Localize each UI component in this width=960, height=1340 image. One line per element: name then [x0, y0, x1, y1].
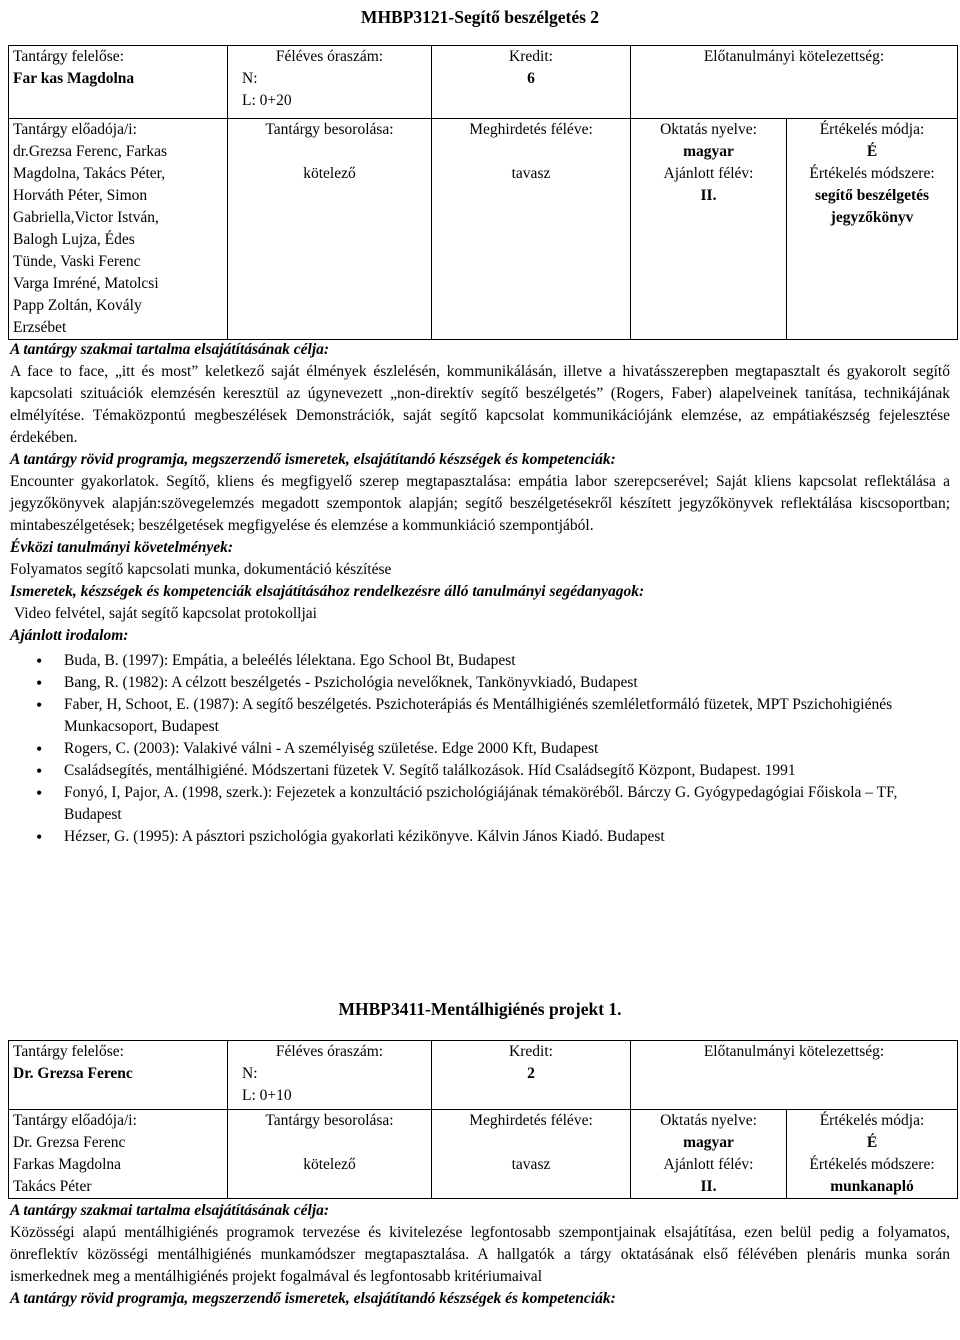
- course2-aim-heading: A tantárgy szakmai tartalma elsajátításának célja:: [10, 1202, 330, 1219]
- course1-lecturer-label: Tantárgy előadója/i:: [13, 121, 137, 138]
- course2-language-label: Oktatás nyelve:: [660, 1112, 757, 1129]
- course1-lecturer-cell: [9, 119, 228, 340]
- course1-lecturer-line: Balogh Lujza, Édes: [13, 231, 135, 248]
- course1-assess-method-label: Értékelés módszere:: [809, 165, 935, 182]
- course2-hours-l: L: 0+10: [242, 1087, 292, 1104]
- course1-aim-heading: A tantárgy szakmai tartalma elsajátításának célja:: [10, 341, 330, 358]
- course1-requirements-heading: Évközi tanulmányi követelmények:: [10, 539, 234, 556]
- course2-credit-value: 2: [527, 1065, 535, 1082]
- course1-assess-mode-value: É: [866, 143, 878, 160]
- course1-credit-value: 6: [527, 70, 535, 87]
- course1-hours-l: L: 0+20: [242, 92, 292, 109]
- course2-language-cell: [631, 1110, 787, 1199]
- course1-materials-text: Video felvétel, saját segítő kapcsolat protokolljai: [14, 605, 317, 622]
- course1-lecturer-line: Tünde, Vaski Ferenc: [13, 253, 141, 270]
- course1-responsible-cell: [9, 46, 228, 119]
- course1-materials-heading: Ismeretek, készségek és kompetenciák elsajátításához rendelkezésre álló tanulmányi segédanyagok:: [10, 583, 645, 600]
- course2-assessment-cell: [787, 1110, 958, 1199]
- course1-semester-value: tavasz: [511, 165, 551, 182]
- course1-responsible-label: Tantárgy felelőse:: [13, 48, 124, 65]
- course1-title: MHBP3121-Segítő beszélgetés 2: [360, 7, 600, 27]
- course1-lecturer-line: Horváth Péter, Simon: [13, 187, 148, 204]
- course2-prereq-cell: [631, 1041, 958, 1110]
- course2-assess-mode-value: É: [866, 1134, 878, 1151]
- course1-lecturer-line: Varga Imréné, Matolcsi: [13, 275, 159, 292]
- course2-credit-cell: [432, 1041, 631, 1110]
- course1-language-value: magyar: [683, 143, 734, 160]
- course1-credit-cell: [432, 46, 631, 119]
- course2-semester-label: Meghirdetés féléve:: [469, 1112, 593, 1129]
- course1-assessment-cell: [787, 119, 958, 340]
- course2-aim-text: Közösségi alapú mentálhigiénés programok tervezése és kivitelezése legfontosabb szempontjainak elsajátítása, ezen belül pedig a folyamatos, önreflektív közösségi mentálhigiénés munkamódszer megtapasztalása. A hallgatók a tárgy oktatásának első félévében plenáris munka során ismerkednek meg a mentálhigiénés projekt fogalmával és legfontosabb kritériumaival: [10, 1224, 950, 1285]
- course1-lecturer-line: Magdolna, Takács Péter,: [13, 165, 166, 182]
- course1-requirements-text: Folyamatos segítő kapcsolati munka, dokumentáció készítése: [10, 561, 392, 578]
- course2-recommended-value: II.: [700, 1178, 717, 1195]
- course2-classification-cell: [228, 1110, 432, 1199]
- course2-hours-label: Féléves óraszám:: [275, 1043, 384, 1060]
- course2-prereq-label: Előtanulmányi kötelezettség:: [703, 1043, 885, 1060]
- course1-classification-label: Tantárgy besorolása:: [265, 121, 394, 138]
- course2-responsible-label: Tantárgy felelőse:: [13, 1043, 124, 1060]
- course1-classification-value: kötelező: [303, 165, 356, 182]
- course2-info-table: [8, 1040, 958, 1199]
- course1-lecturer-line: Erzsébet: [13, 319, 67, 336]
- course1-responsible-name: Far kas Magdolna: [13, 70, 135, 87]
- course2-classification-value: kötelező: [303, 1156, 356, 1173]
- reference-item: • Buda, B. (1997): Empátia, a beleélés lélektana. Ego School Bt, Budapest: [64, 650, 950, 672]
- course2-lecturer-line: Takács Péter: [13, 1178, 92, 1195]
- course2-hours-n: N:: [242, 1065, 258, 1082]
- course2-lecturer-label: Tantárgy előadója/i:: [13, 1112, 137, 1129]
- reference-item: • Családsegítés, mentálhigiéné. Módszertani füzetek V. Segítő találkozások. Híd Családsegítő Központ, Budapest. 1991: [64, 760, 950, 782]
- course1-prereq-cell: [631, 46, 958, 119]
- course2-assess-method-label: Értékelés módszere:: [809, 1156, 935, 1173]
- course1-reference-list: [10, 650, 950, 848]
- course1-credit-label: Kredit:: [509, 48, 553, 65]
- course1-prereq-label: Előtanulmányi kötelezettség:: [703, 48, 885, 65]
- course1-program-heading: A tantárgy rövid programja, megszerzendő ismeretek, elsajátítandó készségek és kompetenciák:: [10, 451, 616, 468]
- course2-assess-mode-label: Értékelés módja:: [819, 1112, 925, 1129]
- course1-info-table: [8, 45, 958, 340]
- course1-classification-cell: [228, 119, 432, 340]
- course1-assess-mode-label: Értékelés módja:: [819, 121, 925, 138]
- reference-item: • Rogers, C. (2003): Valakivé válni - A személyiség születése. Edge 2000 Kft, Budapest: [64, 738, 950, 760]
- reference-item: • Faber, H, Schoot, E. (1987): A segítő beszélgetés. Pszichoterápiás és Mentálhigiénés szemléletformáló füzetek, MPT Pszichohigiénés Munkacsoport, Budapest: [64, 694, 950, 738]
- course2-title: MHBP3411-Mentálhigiénés projekt 1.: [338, 999, 622, 1019]
- course2-responsible-name: Dr. Grezsa Ferenc: [13, 1065, 133, 1082]
- course2-recommended-label: Ajánlott félév:: [663, 1156, 754, 1173]
- course2-lecturer-cell: [9, 1110, 228, 1199]
- course1-recommended-label: Ajánlott félév:: [663, 165, 754, 182]
- course2-hours-cell: [228, 1041, 432, 1110]
- reference-item: • Hézser, G. (1995): A pásztori pszichológia gyakorlati kézikönyve. Kálvin János Kiadó. Budapest: [64, 826, 950, 848]
- course1-aim-text: A face to face, „itt és most” keletkező saját élmények észlelésén, kommunikálásán, illetve a hivatásszerepben megtapasztalt és gyakorolt segítő kapcsolati szituációk elemzésén keresztül az úgynevezett „non-direktív segítő beszélgetés” (Rogers, Faber) alapelveinek tanítása, technikájának elmélyítése. Témaközpontú megbeszélések Demonstrációk, saját segítő kapcsolat kommunikációjánk elemzése, az empátiakészség fejelesztése érdekében.: [10, 363, 950, 446]
- course1-body: [10, 339, 950, 848]
- course1-assess-method-value: segítő beszélgetés: [814, 187, 930, 204]
- course1-semester-cell: [432, 119, 631, 340]
- course1-hours-label: Féléves óraszám:: [275, 48, 384, 65]
- course1-language-cell: [631, 119, 787, 340]
- course1-lecturer-line: Papp Zoltán, Kovály: [13, 297, 142, 314]
- course2-responsible-cell: [9, 1041, 228, 1110]
- course2-semester-value: tavasz: [511, 1156, 551, 1173]
- course2-credit-label: Kredit:: [509, 1043, 553, 1060]
- course1-semester-label: Meghirdetés féléve:: [469, 121, 593, 138]
- course1-language-label: Oktatás nyelve:: [660, 121, 757, 138]
- course2-semester-cell: [432, 1110, 631, 1199]
- reference-item: • Bang, R. (1982): A célzott beszélgetés - Pszichológia nevelőknek, Tankönyvkiadó, Budapest: [64, 672, 950, 694]
- course1-hours-cell: [228, 46, 432, 119]
- course2-assess-method-value: munkanapló: [830, 1178, 914, 1195]
- course1-lecturer-line: dr.Grezsa Ferenc, Farkas: [13, 143, 168, 160]
- course1-program-text: Encounter gyakorlatok. Segítő, kliens és megfigyelő szerep megtapasztalása: empátia labor szerepcserével; Saját kliens kapcsolat reflektálása a jegyzőkönyvek alapján:szövegelemzés megadott szempontok alapján; segítő beszélgetésekről készített jegyzőkönyvek reflektálása kiscsoportban; mintabeszélgetések; beszélgetések megfigyelése és elemzése a kommunkiáció szempontjából.: [10, 473, 950, 534]
- course2-classification-label: Tantárgy besorolása:: [265, 1112, 394, 1129]
- course2-body: [10, 1200, 950, 1310]
- course1-recommended-value: II.: [700, 187, 717, 204]
- course1-literature-heading: Ajánlott irodalom:: [10, 627, 129, 644]
- reference-item: • Fonyó, I, Pajor, A. (1998, szerk.): Fejezetek a konzultáció pszichológiájának témaköréből. Bárczy G. Gyógypedagógiai Főiskola – TF, Budapest: [64, 782, 950, 826]
- course1-hours-n: N:: [242, 70, 258, 87]
- course2-lecturer-line: Farkas Magdolna: [13, 1156, 122, 1173]
- course2-program-heading: A tantárgy rövid programja, megszerzendő ismeretek, elsajátítandó készségek és kompetenciák:: [10, 1290, 616, 1307]
- course2-language-value: magyar: [683, 1134, 734, 1151]
- course2-lecturer-line: Dr. Grezsa Ferenc: [13, 1134, 126, 1151]
- course1-assess-method-value-2: jegyzőkönyv: [830, 209, 914, 226]
- course1-lecturer-line: Gabriella,Victor István,: [13, 209, 159, 226]
